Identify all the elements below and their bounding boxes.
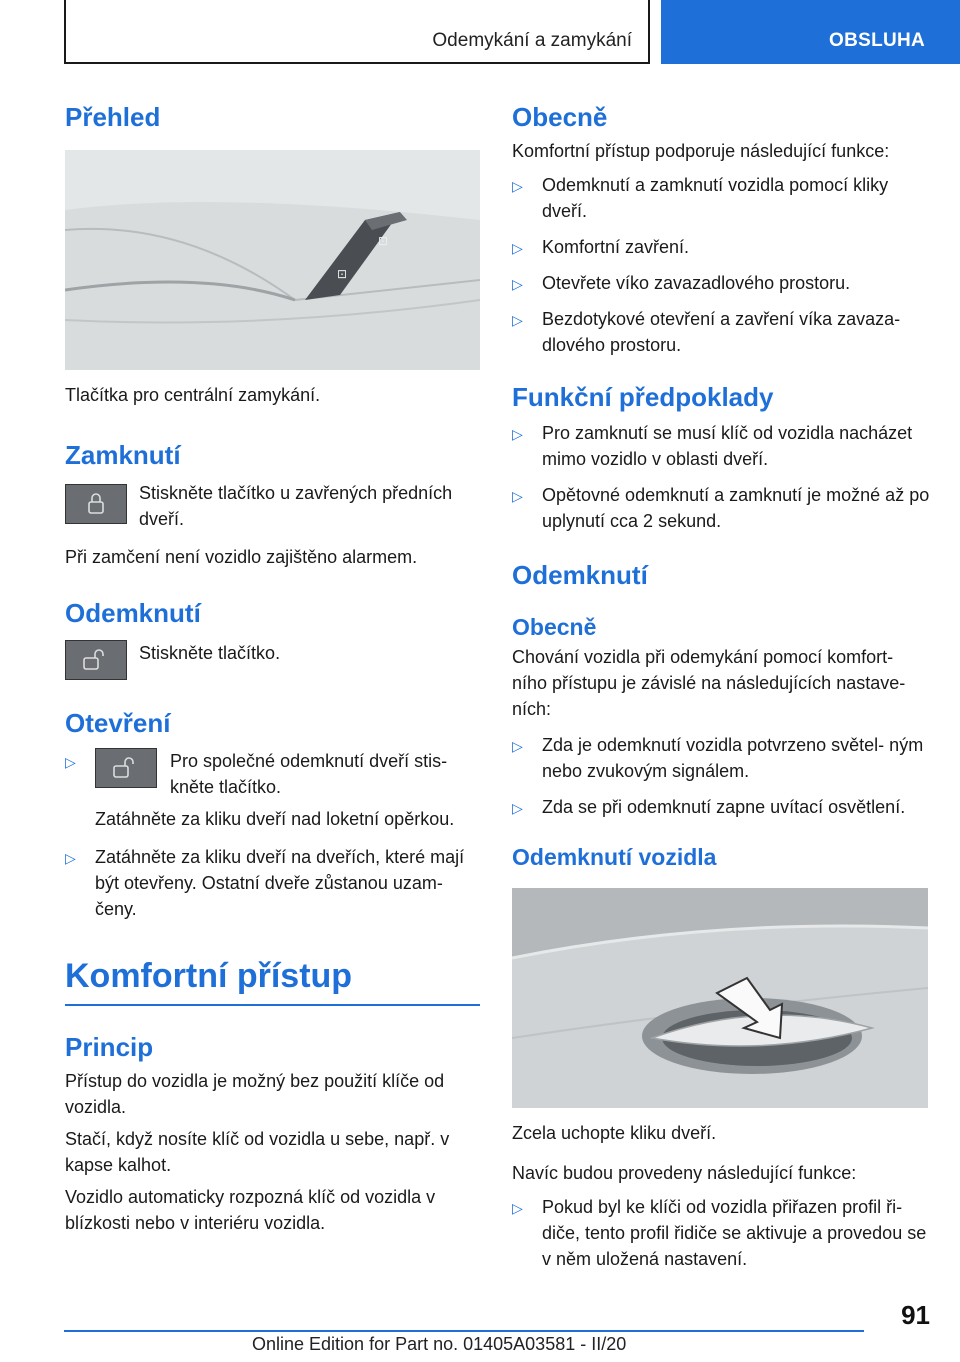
- chapter-tab: [661, 0, 960, 64]
- list-item: [65, 748, 480, 800]
- door-buttons-image: [65, 150, 480, 370]
- obecne2-text: Chování vozidla při odemykání pomocí komfort‐ ního přístupu je závislé na následujících nastave‐ ních:: [512, 647, 906, 719]
- door-buttons-illustration: [65, 150, 480, 370]
- list-item: [65, 844, 480, 922]
- list-item: [512, 732, 932, 784]
- list-item: [65, 806, 480, 832]
- vozidla-intro: Navíc budou provedeny následující funkce:: [512, 1163, 857, 1183]
- heading-zamknuti: Zamknutí: [65, 440, 181, 470]
- list-item: [512, 482, 932, 534]
- prehled-caption: Tlačítka pro centrální zamykání.: [65, 385, 321, 405]
- zamknuti-text: Stiskněte tlačítko u zavřených předních dveří.: [139, 483, 453, 529]
- princip-paragraph-3: Vozidlo automaticky rozpozná klíč od vozidla v blízkosti nebo v interiéru vozidla.: [65, 1187, 436, 1233]
- triangle-right-icon: ▷: [65, 850, 76, 866]
- unlock-button-image: [95, 748, 157, 788]
- vozidla-list: [512, 1194, 932, 1272]
- vozidla-item-1: Pokud byl ke klíči od vozidla přiřazen profil ři‐ diče, tento profil řidiče se aktivuje a provedou se v něm uložená nastavení.: [542, 1197, 927, 1269]
- obecne-item-1: Odemknutí a zamknutí vozidla pomocí kliky dveří.: [542, 175, 889, 221]
- triangle-right-icon: ▷: [512, 738, 523, 754]
- triangle-right-icon: ▷: [512, 276, 523, 292]
- obecne-item-3: Otevřete víko zavazadlového prostoru.: [542, 273, 851, 293]
- triangle-right-icon: ▷: [512, 240, 523, 256]
- odemknuti-text: Stiskněte tlačítko.: [139, 643, 281, 663]
- obecne-intro: Komfortní přístup podporuje následující funkce:: [512, 141, 890, 161]
- triangle-right-icon: ▷: [512, 800, 523, 816]
- otevreni-item-3: Zatáhněte za kliku dveří na dveřích, které mají být otevřeny. Ostatní dveře zůstanou uzam‐ čeny.: [95, 847, 465, 919]
- list-item: [512, 1194, 932, 1272]
- triangle-right-icon: ▷: [512, 488, 523, 504]
- section-divider: [65, 1004, 480, 1006]
- list-item: [512, 172, 932, 224]
- heading-obecne-sub: Obecně: [512, 614, 597, 640]
- heading-odemknuti: Odemknutí: [65, 598, 201, 628]
- obecne2-item-2: Zda se při odemknutí zapne uvítací osvětlení.: [542, 797, 906, 817]
- odemknuti-row: [65, 640, 480, 688]
- unlock-icon: [96, 749, 156, 787]
- zamknuti-row: [65, 480, 480, 532]
- triangle-right-icon: ▷: [512, 426, 523, 442]
- footer-edition: Online Edition for Part no. 01405A03581 - II/20: [252, 1334, 627, 1354]
- footer-divider: [64, 1330, 864, 1332]
- triangle-right-icon: ▷: [512, 1200, 523, 1216]
- obecne2-item-1: Zda je odemknutí vozidla potvrzeno světel‐ ným nebo zvukovým signálem.: [542, 735, 924, 781]
- section-title: Odemykání a zamykání: [432, 30, 632, 51]
- left-column: [65, 100, 480, 1236]
- heading-princip: Princip: [65, 1032, 154, 1062]
- list-item: [512, 270, 932, 296]
- heading-prehled: Přehled: [65, 102, 161, 132]
- svg-text:⊡: ⊡: [378, 234, 389, 248]
- heading-otevreni: Otevření: [65, 708, 171, 738]
- princip-paragraph-1: Přístup do vozidla je možný bez použití klíče od vozidla.: [65, 1071, 445, 1117]
- right-column: [512, 100, 932, 1272]
- triangle-right-icon: ▷: [512, 312, 523, 328]
- heading-funkcni-predpoklady: Funkční předpoklady: [512, 382, 774, 412]
- chapter-tab-label: OBSLUHA: [829, 30, 926, 51]
- obecne-list: [512, 172, 932, 358]
- heading-obecne: Obecně: [512, 102, 608, 132]
- unlock-button-image: [65, 640, 127, 680]
- list-item: [512, 794, 932, 820]
- heading-komfortni-pristup: Komfortní přístup: [65, 957, 353, 995]
- vozidla-caption: Zcela uchopte kliku dveří.: [512, 1123, 717, 1143]
- obecne-item-4: Bezdotykové otevření a zavření víka zavaza‐ dlového prostoru.: [542, 309, 901, 355]
- predpoklady-item-2: Opětovné odemknutí a zamknutí je možné až po uplynutí cca 2 sekund.: [542, 485, 930, 531]
- svg-text:⊡: ⊡: [337, 267, 348, 281]
- heading-odemknuti-right: Odemknutí: [512, 560, 648, 590]
- door-handle-illustration: [512, 888, 928, 1108]
- otevreni-item-1: Pro společné odemknutí dveří stis‐ kněte tlačítko.: [170, 751, 448, 797]
- lock-icon: [66, 485, 126, 523]
- otevreni-list: [65, 748, 480, 922]
- otevreni-item-2: Zatáhněte za kliku dveří nad loketní opěrkou.: [95, 809, 455, 829]
- list-item: [512, 306, 932, 358]
- lock-button-image: [65, 484, 127, 524]
- door-handle-image: [512, 888, 928, 1108]
- predpoklady-item-1: Pro zamknutí se musí klíč od vozidla nacházet mimo vozidlo v oblasti dveří.: [542, 423, 913, 469]
- header-frame: [64, 0, 650, 64]
- unlock-icon: [66, 641, 126, 679]
- heading-odemknuti-vozidla: Odemknutí vozidla: [512, 844, 717, 870]
- princip-paragraph-2: Stačí, když nosíte klíč od vozidla u sebe, např. v kapse kalhot.: [65, 1129, 450, 1175]
- zamknuti-note: Při zamčení není vozidlo zajištěno alarmem.: [65, 547, 418, 567]
- triangle-right-icon: ▷: [65, 754, 76, 770]
- triangle-right-icon: ▷: [512, 178, 523, 194]
- list-item: [512, 234, 932, 260]
- obecne-item-2: Komfortní zavření.: [542, 237, 690, 257]
- obecne2-list: [512, 732, 932, 820]
- predpoklady-list: [512, 420, 932, 534]
- list-item: [512, 420, 932, 472]
- page-number: 91: [901, 1300, 930, 1330]
